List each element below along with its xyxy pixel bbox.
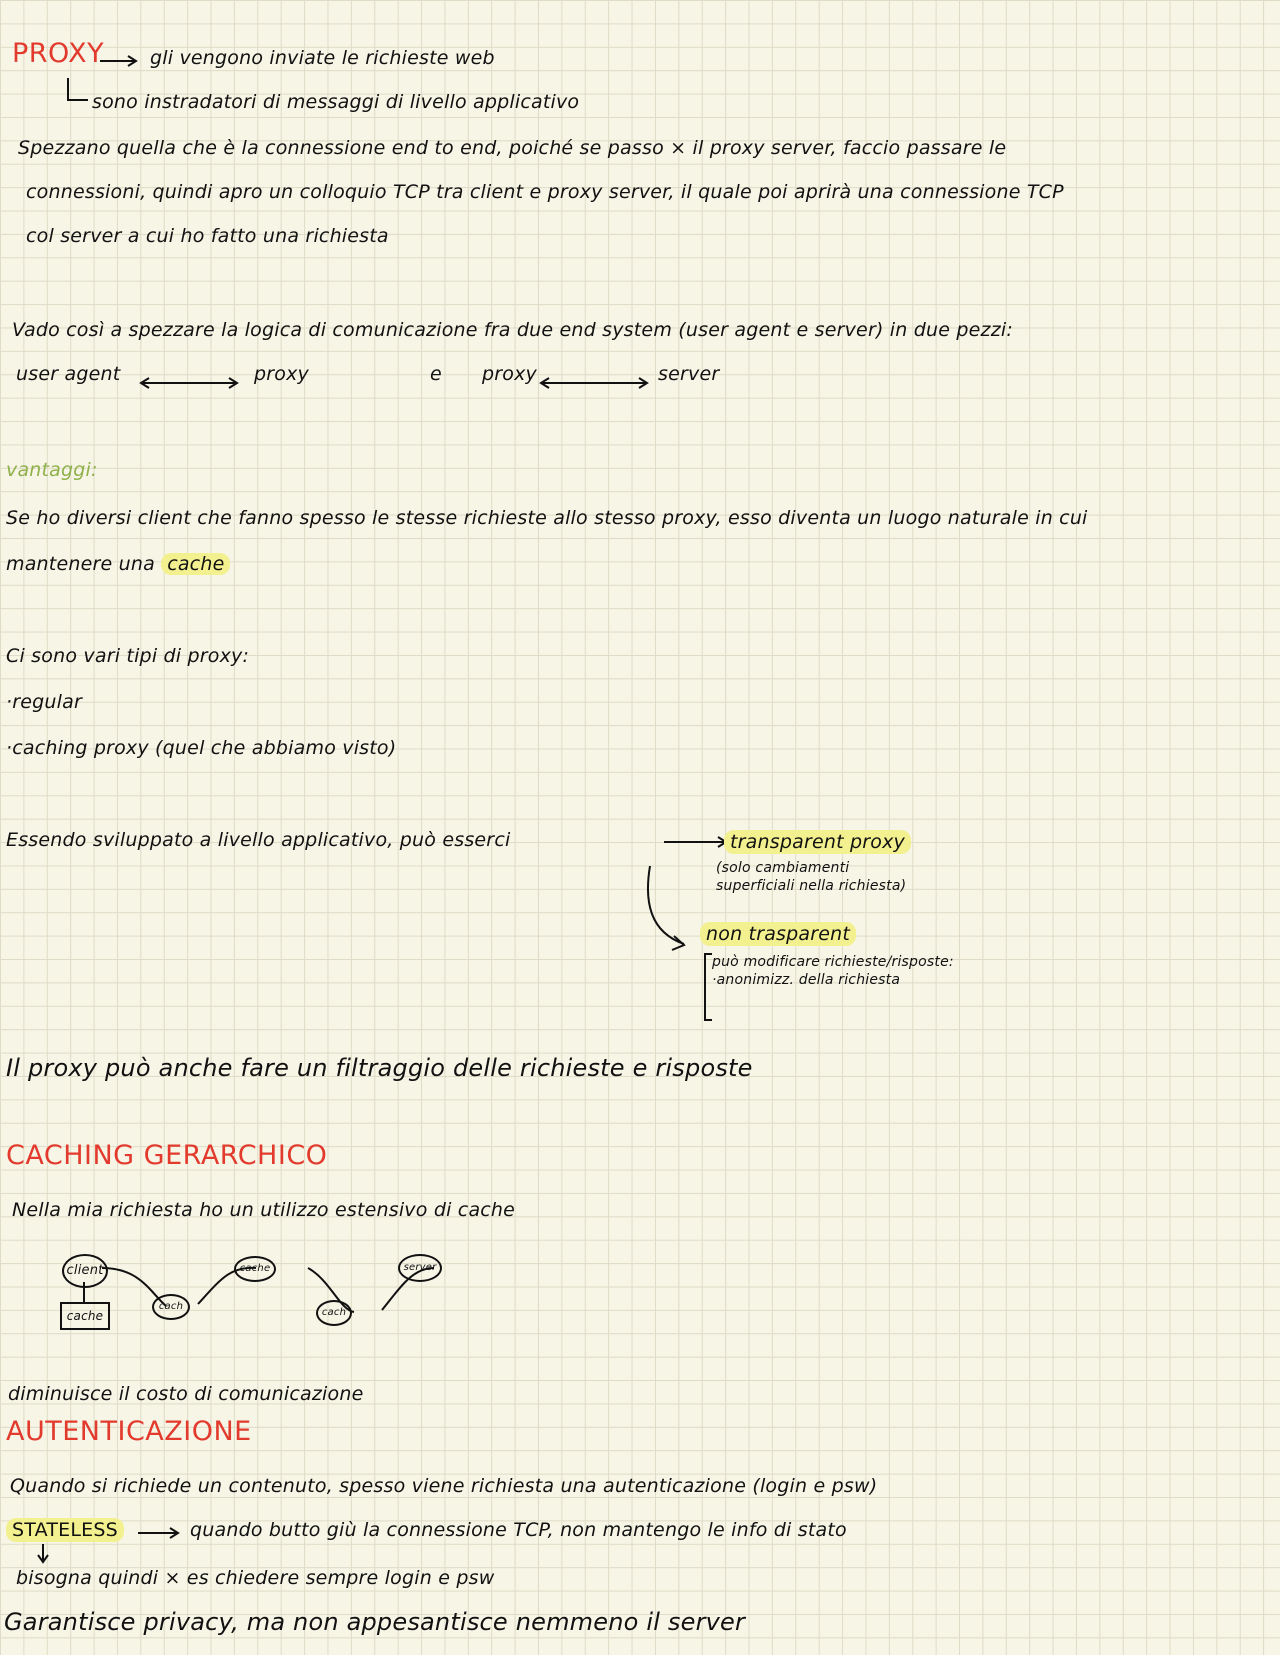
node-cache-box: cache bbox=[60, 1302, 110, 1330]
arrow-right-icon bbox=[138, 1526, 182, 1540]
auth-line3: bisogna quindi × es chiedere sempre login e psw bbox=[16, 1567, 495, 1589]
types-item2: ·caching proxy (quel che abbiamo visto) bbox=[6, 737, 397, 759]
advantages-title: vantaggi: bbox=[6, 459, 98, 481]
filter-line: Il proxy può anche fare un filtraggio delle richieste e risposte bbox=[6, 1054, 753, 1082]
app-level-line: Essendo sviluppato a livello applicativo, può esserci bbox=[6, 829, 511, 851]
arrow-down-icon bbox=[36, 1544, 50, 1566]
proxy-para1-line3: col server a cui ho fatto una richiesta bbox=[26, 225, 389, 247]
non-transparent-note2: ·anonimizz. della richiesta bbox=[712, 972, 901, 988]
pair-right-b: server bbox=[658, 363, 720, 385]
auth-line4: Garantisce privacy, ma non appesantisce nemmeno il server bbox=[4, 1608, 746, 1636]
arrow-right-icon bbox=[100, 54, 140, 68]
non-transparent-label: non trasparent bbox=[700, 922, 856, 946]
proxy-para1-line2: connessioni, quindi apro un colloquio TCP tra client e proxy server, il quale poi aprirà una connessione TCP bbox=[26, 181, 1064, 203]
types-intro: Ci sono vari tipi di proxy: bbox=[6, 645, 250, 667]
pair-left-a: user agent bbox=[16, 363, 121, 385]
auth-title: AUTENTICAZIONE bbox=[6, 1416, 252, 1447]
double-arrow-icon bbox=[540, 376, 650, 390]
stateless-label: STATELESS bbox=[6, 1518, 124, 1542]
cache-highlight: cache bbox=[161, 553, 230, 575]
node-cache1: cach bbox=[152, 1294, 190, 1320]
advantages-line2 bbox=[6, 552, 230, 576]
node-client: client bbox=[62, 1254, 108, 1288]
transparent-note1: (solo cambiamenti bbox=[716, 860, 850, 876]
transparent-note2: superficiali nella richiesta) bbox=[716, 878, 907, 894]
stateless-text: quando butto giù la connessione TCP, non mantengo le info di stato bbox=[190, 1519, 847, 1541]
advantages-line1: Se ho diversi client che fanno spesso le stesse richieste allo stesso proxy, esso diventa un luogo naturale in cui bbox=[6, 507, 1088, 529]
auth-line1: Quando si richiede un contenuto, spesso viene richiesta una autenticazione (login e psw) bbox=[10, 1475, 878, 1497]
node-server: server bbox=[398, 1254, 442, 1282]
double-arrow-icon bbox=[140, 376, 240, 390]
caching-note: diminuisce il costo di comunicazione bbox=[8, 1383, 364, 1405]
pair-right-a: proxy bbox=[482, 363, 537, 385]
caching-line: Nella mia richiesta ho un utilizzo estensivo di cache bbox=[12, 1199, 516, 1221]
pair-and: e bbox=[430, 363, 442, 385]
node-cache2: cache bbox=[234, 1256, 276, 1282]
pair-left-b: proxy bbox=[254, 363, 309, 385]
advantages-line2-text: mantenere una bbox=[6, 553, 155, 575]
caching-title: CACHING GERARCHICO bbox=[6, 1140, 328, 1171]
node-cache3: cach bbox=[316, 1300, 352, 1326]
proxy-para2-line1: Vado così a spezzare la logica di comunicazione fra due end system (user agent e server) in due pezzi: bbox=[12, 319, 1013, 341]
transparent-proxy-label: transparent proxy bbox=[724, 830, 911, 854]
proxy-title: PROXY bbox=[12, 38, 105, 69]
proxy-para1-line1: Spezzano quella che è la connessione end to end, poiché se passo × il proxy server, faccio passare le bbox=[18, 137, 1007, 159]
types-item1: ·regular bbox=[6, 691, 82, 713]
cache-hierarchy-diagram bbox=[50, 1240, 450, 1340]
proxy-sub-text: sono instradatori di messaggi di livello applicativo bbox=[92, 91, 580, 113]
non-transparent-note1: può modificare richieste/risposte: bbox=[712, 954, 954, 970]
branch-arrow-icon bbox=[64, 78, 92, 108]
proxy-arrow-text: gli vengono inviate le richieste web bbox=[150, 47, 495, 69]
